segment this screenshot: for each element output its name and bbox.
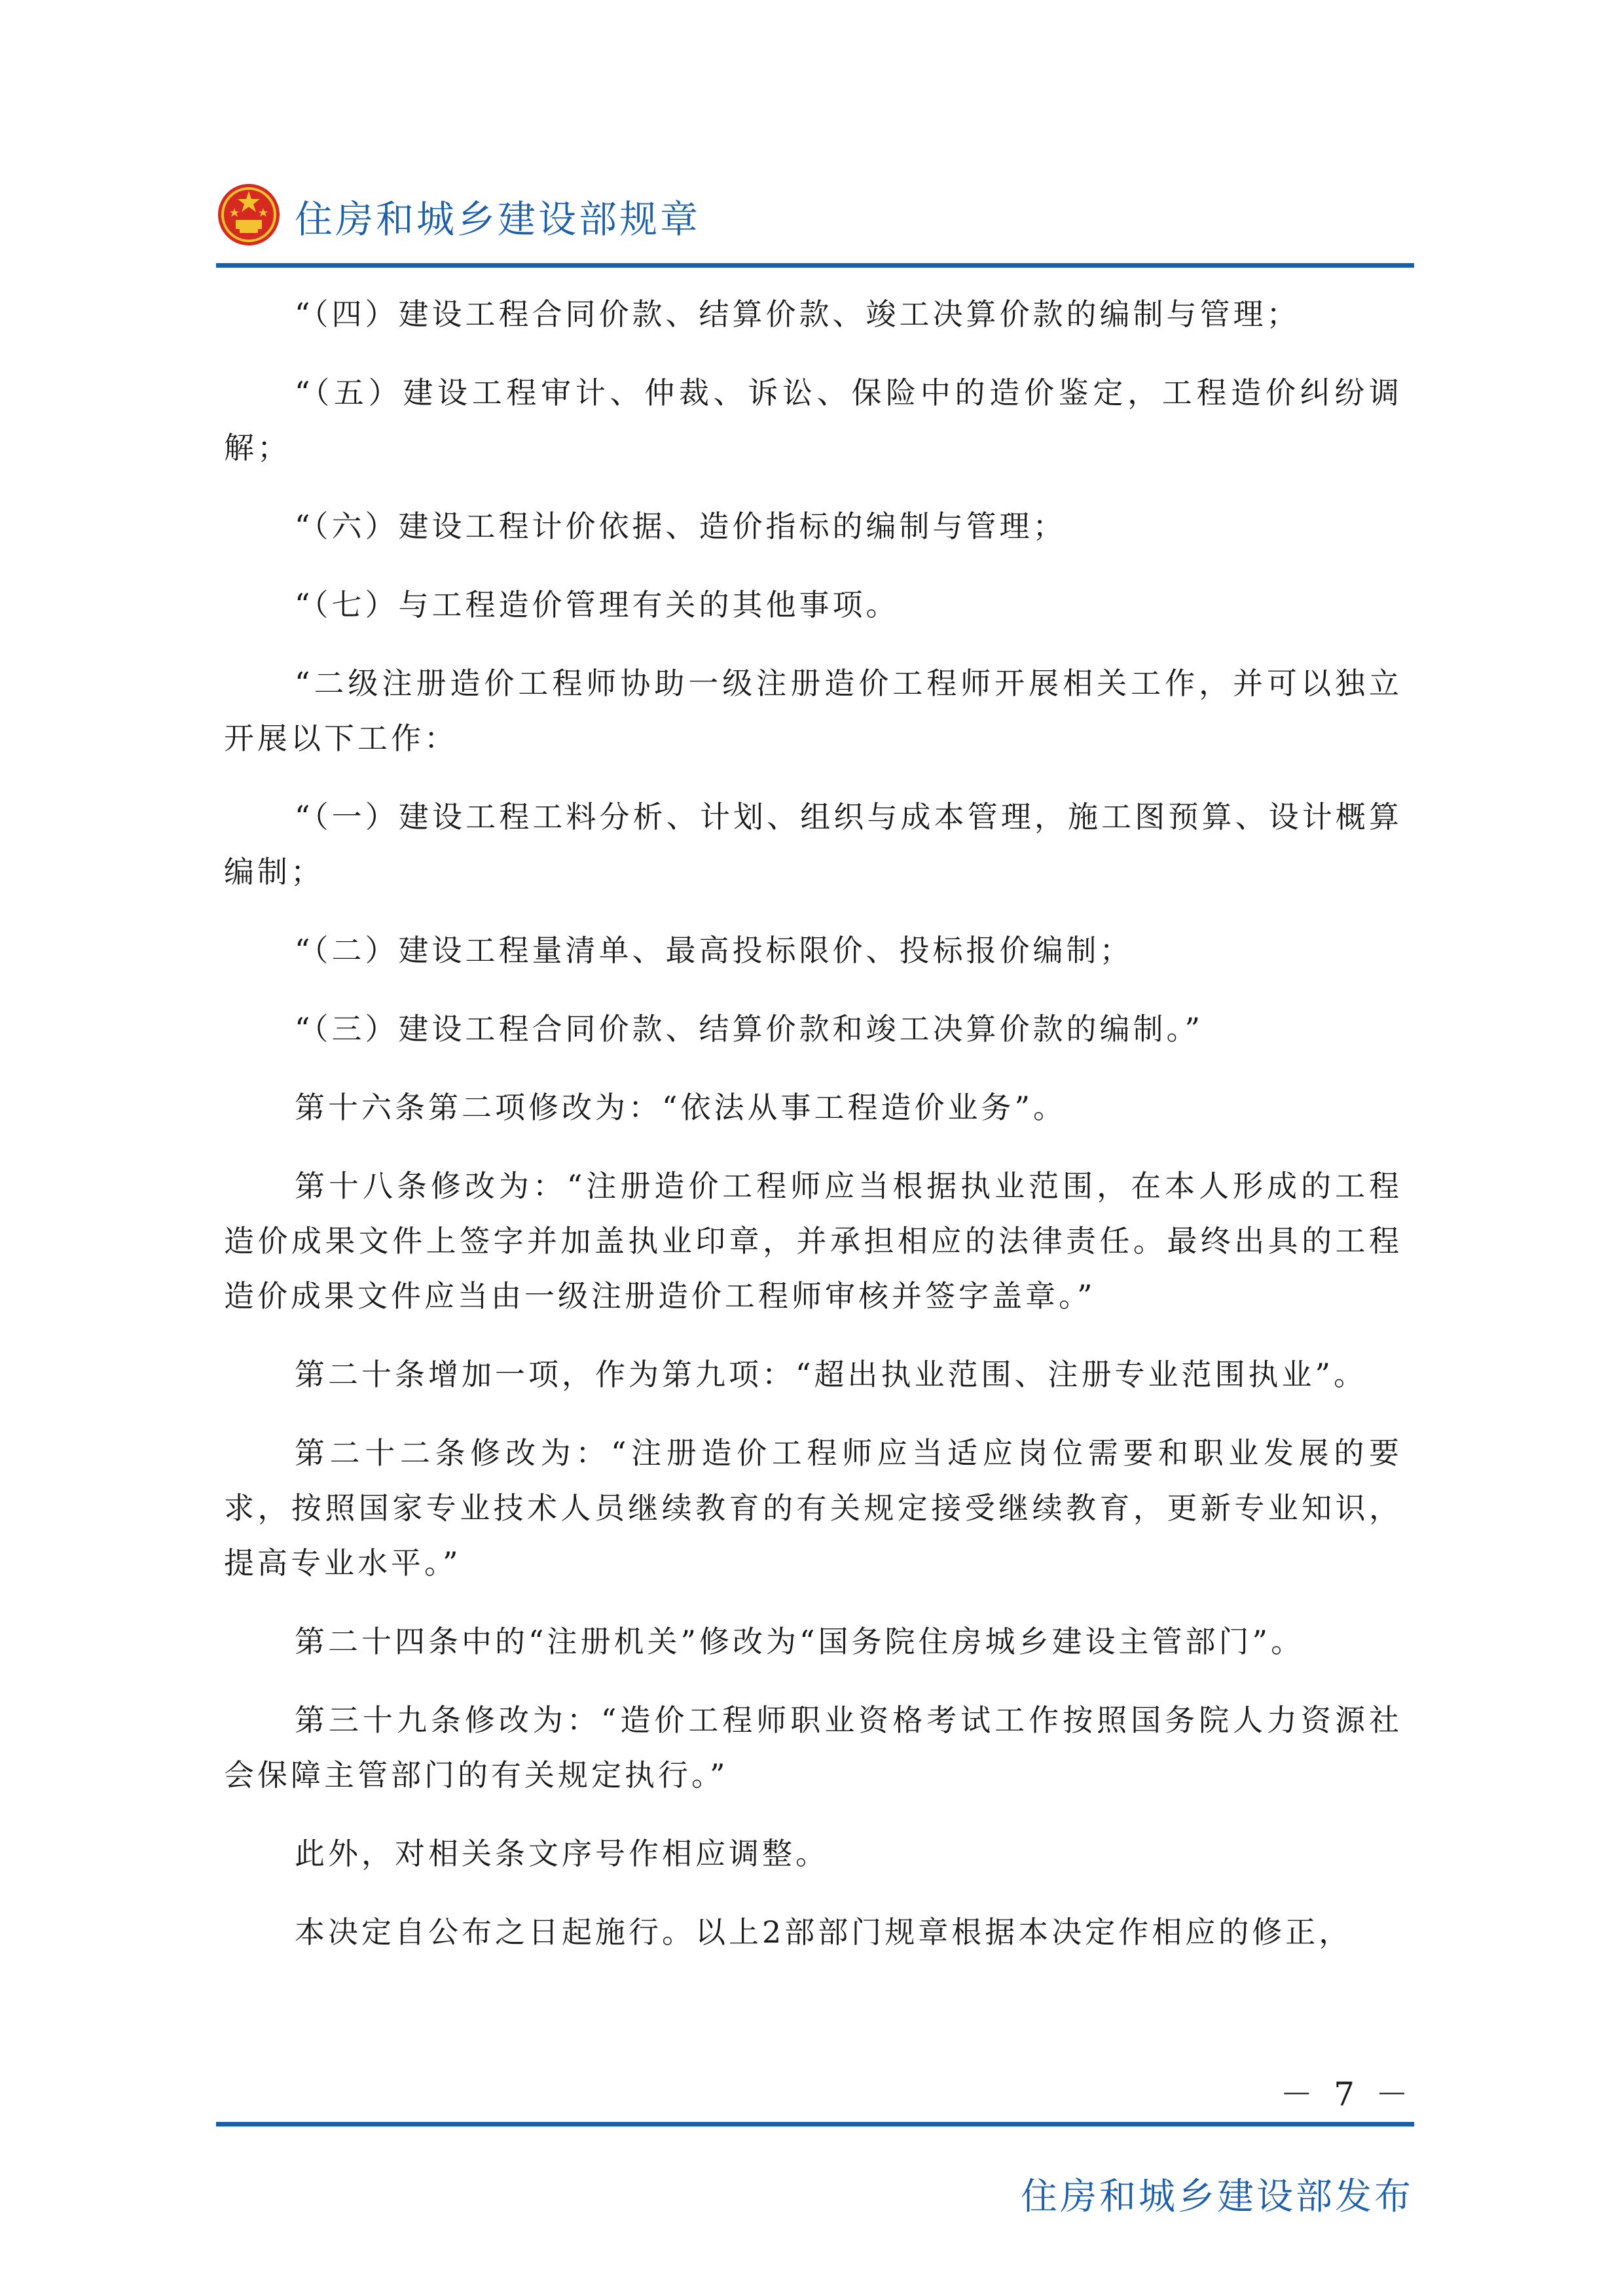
- footer-rule: [216, 2122, 1414, 2126]
- paragraph: 第十六条第二项修改为：“依法从事工程造价业务”。: [295, 1090, 1067, 1125]
- paragraph: “（四）建设工程合同价款、结算价款、竣工决算价款的编制与管理；: [295, 296, 1300, 332]
- document-body: [224, 287, 1402, 1983]
- paragraph: “（二）建设工程量清单、最高投标限价、投标报价编制；: [295, 933, 1133, 968]
- paragraph: “（一）建设工程工料分析、计划、组织与成本管理，施工图预算、设计概算编制；: [224, 799, 1402, 889]
- paragraph: “（五）建设工程审计、仲裁、诉讼、保险中的造价鉴定，工程造价纠纷调解；: [224, 375, 1402, 465]
- paragraph: “（六）建设工程计价依据、造价指标的编制与管理；: [295, 509, 1067, 544]
- paragraph: 第二十二条修改为：“注册造价工程师应当适应岗位需要和职业发展的要求，按照国家专业技术人员继续教育的有关规定接受继续教育，更新专业知识，提高专业水平。”: [224, 1435, 1402, 1581]
- paragraph: 第二十四条中的“注册机关”修改为“国务院住房城乡建设主管部门”。: [295, 1624, 1305, 1659]
- header-title: 住房和城乡建设部规章: [295, 197, 701, 242]
- page-header: [216, 182, 1414, 267]
- paragraph: 本决定自公布之日起施行。以上2部部门规章根据本决定作相应的修正，: [295, 1914, 1353, 1950]
- national-emblem-icon: [216, 182, 282, 247]
- paragraph: “（七）与工程造价管理有关的其他事项。: [295, 587, 900, 622]
- page-number: － 7 －: [1280, 2075, 1413, 2113]
- paragraph: 第三十九条修改为：“造价工程师职业资格考试工作按照国务院人力资源社会保障主管部门的有关规定执行。”: [224, 1702, 1402, 1793]
- paragraph: 第二十条增加一项，作为第九项：“超出执业范围、注册专业范围执业”。: [295, 1357, 1368, 1392]
- header-rule: [216, 263, 1414, 268]
- paragraph: “（三）建设工程合同价款、结算价款和竣工决算价款的编制。”: [295, 1011, 1204, 1047]
- paragraph: 第十八条修改为：“注册造价工程师应当根据执业范围，在本人形成的工程造价成果文件上签字并加盖执业印章，并承担相应的法律责任。最终出具的工程造价成果文件应当由一级注册造价工程师审核并签字盖章。”: [224, 1168, 1402, 1314]
- paragraph: 此外，对相关条文序号作相应调整。: [295, 1836, 829, 1871]
- footer-publisher: 住房和城乡建设部发布: [1021, 2176, 1413, 2218]
- paragraph: “二级注册造价工程师协助一级注册造价工程师开展相关工作，并可以独立开展以下工作：: [224, 666, 1402, 756]
